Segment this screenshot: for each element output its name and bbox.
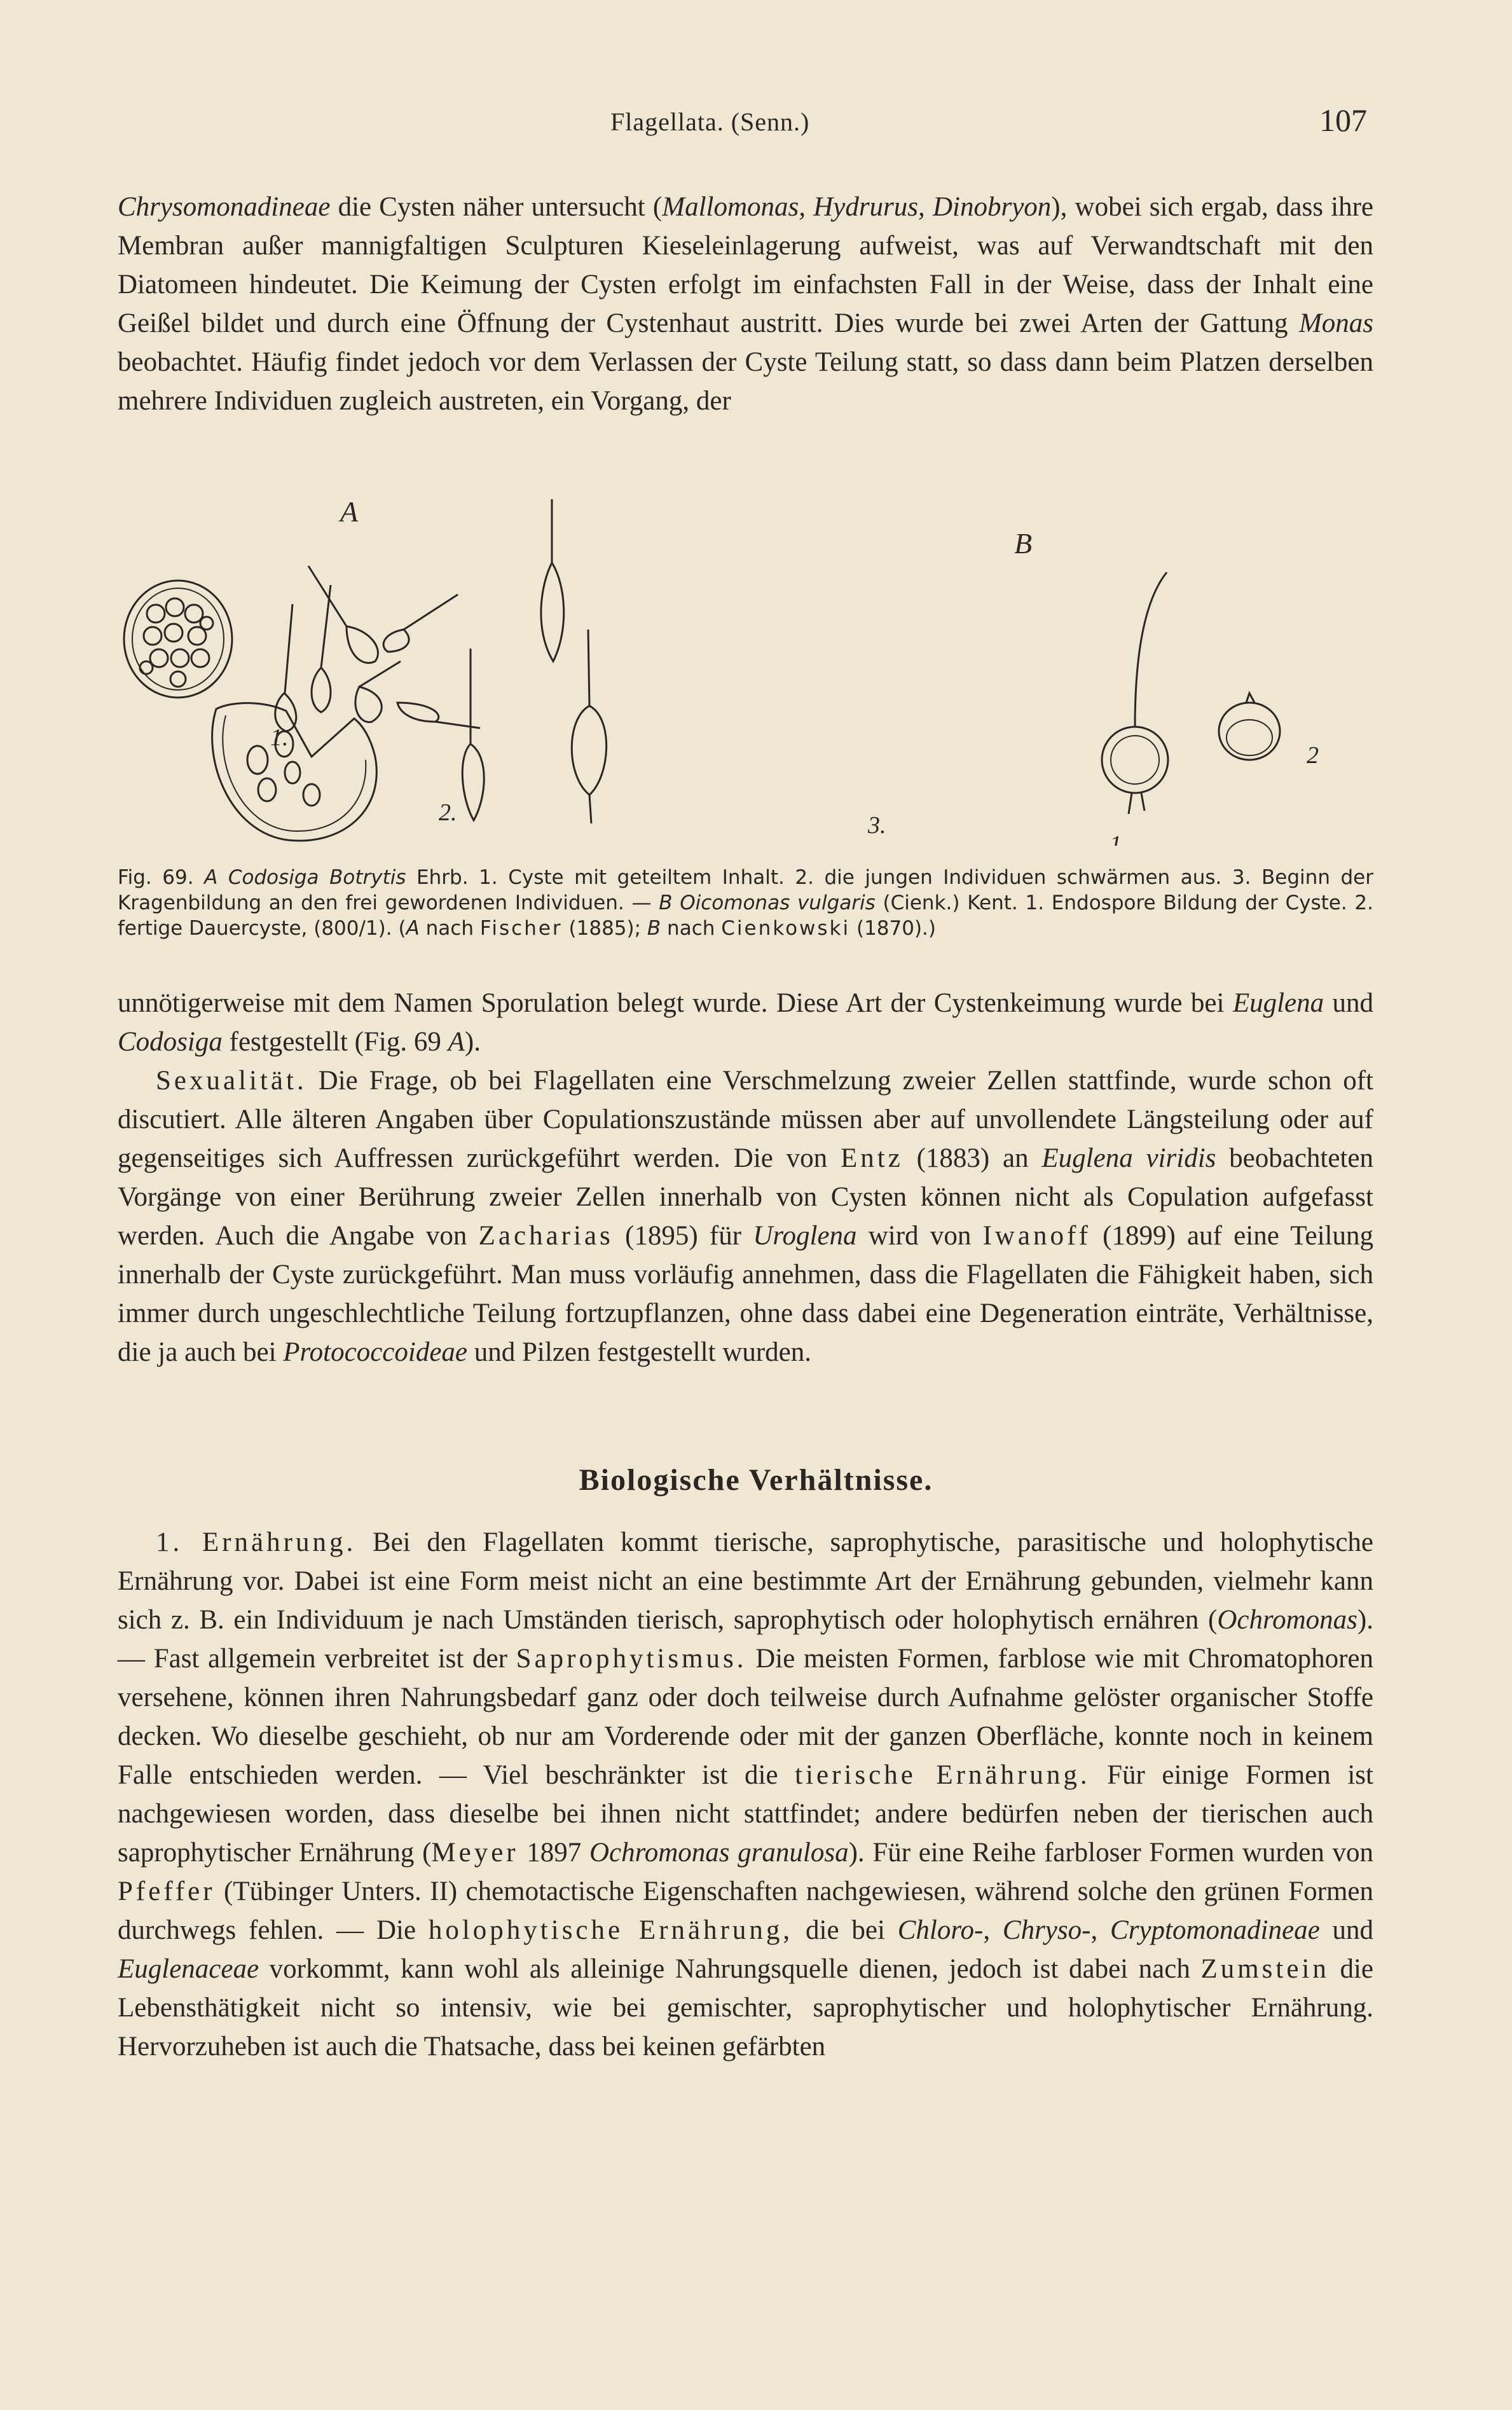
text-run: die bei xyxy=(793,1915,898,1945)
text-run: Für einige Formen ist nachgewiesen worden, dass dieselbe bei ihnen nicht stattfindet; andere bedürfen neben der tierischen auch saprophytischer Ernährung ( xyxy=(118,1760,1373,1868)
caption-author: Fischer xyxy=(479,917,563,940)
taxon-protococcoideae: Protococcoideae xyxy=(283,1337,468,1367)
caption-text: (Cienk.) Kent. 1. Endospore Bildung der Cyste. 2. fertige Dauercyste, (800/1). ( xyxy=(118,892,1373,940)
text-run: Bei den Flagellaten kommt tierische, saprophytische, parasitische und holophytische Ernährung vor. Dabei ist eine Form meist nicht an eine bestimmte Art der Ernährung gebunden, vielmehr kann sich z. B. ein Individuum je nach Umständen tierisch, saprophytisch oder holophytisch ernähren ( xyxy=(118,1527,1374,1635)
text-run: beobachteten Vorgänge von einer Berührung zweier Zellen innerhalb von Cysten können nicht als Copulation aufgefasst werden. Auch die Angabe von xyxy=(118,1143,1373,1251)
author-entz: Entz xyxy=(840,1143,904,1173)
page-header xyxy=(95,102,1367,158)
running-title: Flagellata. (Senn.) xyxy=(610,107,810,136)
taxon-cryptomonadineae: Cryptomonadineae xyxy=(1110,1915,1320,1945)
caption-taxon: A Codosiga Botrytis xyxy=(204,866,406,889)
text-run: und Pilzen festgestellt wurden. xyxy=(467,1337,811,1367)
page-number: 107 xyxy=(1319,102,1367,138)
text-run: , xyxy=(1090,1915,1111,1945)
swarming-individuals-drawing xyxy=(275,566,480,731)
caption-text: nach xyxy=(661,917,722,940)
text-run: die Lebensthätigkeit nicht so intensiv, wie bei gemischter, saprophytischer und holophytischer Ernährung. Hervorzuheben ist auch die Thatsache, dass bei keinen gefärbten xyxy=(118,1954,1373,2062)
figure-reference-letter: A xyxy=(448,1027,465,1057)
figure-label-b2: 2 xyxy=(1307,742,1319,769)
resting-cyst-drawing xyxy=(1219,693,1280,760)
text-run: die Cysten näher untersucht ( xyxy=(330,192,663,222)
figure-caption xyxy=(118,865,1373,941)
text-run: und xyxy=(1324,988,1374,1018)
text-run: ). xyxy=(464,1027,481,1057)
taxon-chloro: Chloro- xyxy=(897,1915,984,1945)
figure-illustration xyxy=(118,477,1373,846)
figure-label-b: B xyxy=(1014,527,1033,560)
endospore-drawing xyxy=(1102,572,1168,814)
cyst-divided-drawing xyxy=(124,581,232,698)
figure-label-a3: 3. xyxy=(868,812,886,839)
caption-text: Ehrb. 1. Cyste mit geteiltem Inhalt. 2. die jungen Individuen schwärmen aus. 3. Beginn der Kragenbildung an den frei gewordenen Individuen. — xyxy=(118,866,1374,914)
paragraph-cysts xyxy=(118,188,1373,420)
taxon-chrysomonadineae: Chrysomonadineae xyxy=(118,192,331,222)
text-run: Die meisten Formen, farblose wie mit Chromatophoren versehene, können ihren Nahrungsbedarf ganz oder doch teilweise durch Aufnahme gelöster organischer Stoffe decken. Wo dieselbe geschieht, ob nur am Vorderende oder mit der ganzen Oberfläche, konnte noch in keinem Falle entschieden werden. — Viel beschränkter ist die xyxy=(118,1644,1373,1790)
term-tierische-ernaehrung: tierische Ernährung. xyxy=(795,1760,1090,1790)
text-run: und xyxy=(1319,1915,1373,1945)
caption-author: Cienkowski xyxy=(721,917,851,940)
subheading-sexualitaet: Sexualität. xyxy=(156,1066,307,1096)
taxon-uroglena: Uroglena xyxy=(753,1221,857,1251)
taxon-list: Mallomonas, Hydrurus, Dinobryon xyxy=(662,192,1052,222)
caption-letter: B xyxy=(647,917,661,940)
subheading-ernaehrung: 1. Ernährung. xyxy=(156,1527,357,1557)
term-holophytische-ernaehrung: holophytische Ernährung, xyxy=(428,1915,794,1945)
text-run: Die Frage, ob bei Flagellaten eine Verschmelzung zweier Zellen stattfinde, wurde schon oft discutiert. Alle älteren Angaben über Copulationszustände müssen aber auf unvollendete Längsteilung oder auf gegenseitiges sich Auffressen zurückgeführt werden. Die von xyxy=(118,1066,1373,1173)
caption-letter: A xyxy=(406,917,420,940)
text-run: unnötigerweise mit dem Namen Sporulation belegt wurde. Diese Art der Cystenkeimung wurde bei xyxy=(118,988,1233,1018)
caption-figure-number: Fig. 69. xyxy=(118,866,205,889)
author-zumstein: Zumstein xyxy=(1200,1954,1330,1984)
author-zacharias: Zacharias xyxy=(478,1221,614,1251)
figure-69 xyxy=(118,477,1373,846)
figure-label-a: A xyxy=(340,495,359,528)
taxon-euglena: Euglena xyxy=(1232,988,1324,1018)
text-run: (Tübinger Unters. II) chemotactische Eigenschaften nachgewiesen, während solche den grünen Formen durchwegs fehlen. — Die xyxy=(118,1876,1373,1945)
text-run: beobachtet. Häufig findet jedoch vor dem Verlassen der Cyste Teilung statt, so dass dann beim Platzen derselben mehrere Individuen zugleich austreten, ein Vorgang, der xyxy=(118,347,1373,416)
text-run: 1897 xyxy=(518,1838,589,1868)
text-run: wird von xyxy=(856,1221,983,1251)
text-run: (1883) an xyxy=(903,1143,1042,1173)
figure-label-b1: 1 xyxy=(1110,831,1122,846)
text-run: ), wobei sich ergab, dass ihre Membran außer mannigfaltigen Sculpturen Kieseleinlagerung aufweist, was auf Verwandtschaft mit den Diatomeen hindeutet. Die Keimung der Cysten erfolgt im einfachsten Fall in der Weise, dass der Inhalt eine Geißel bildet und durch eine Öffnung der Cystenhaut austritt. Dies wurde bei zwei Arten der Gattung xyxy=(118,192,1373,338)
author-meyer: Meyer xyxy=(431,1838,519,1868)
text-run: (1895) für xyxy=(613,1221,753,1251)
text-run: (1899) auf eine Teilung innerhalb der Cyste zurückgeführt. Man muss vorläufig annehmen, dass die Flagellaten die Fähigkeit haben, sich immer durch ungeschlechtliche Teilung fortzupflanzen, ohne dass dabei eine Degeneration einträte, Verhältnisse, die ja auch bei xyxy=(118,1221,1373,1367)
taxon-euglena-viridis: Euglena viridis xyxy=(1041,1143,1216,1173)
figure-label-a1: 1. xyxy=(270,724,289,751)
author-iwanoff: Iwanoff xyxy=(982,1221,1091,1251)
paragraph-nutrition xyxy=(118,1523,1373,2066)
paragraph-sporulation-and-sexuality xyxy=(118,984,1373,1372)
caption-text: (1885); xyxy=(562,917,647,940)
text-run: vorkommt, kann wohl als alleinige Nahrungsquelle dienen, jedoch ist dabei nach xyxy=(259,1954,1201,1984)
text-run: ). Für eine Reihe farbloser Formen wurden von xyxy=(848,1838,1373,1868)
collar-formation-drawing xyxy=(462,499,606,823)
caption-text: (1870).) xyxy=(850,917,937,940)
taxon-monas: Monas xyxy=(1298,308,1373,338)
term-saprophytismus: Saprophytismus. xyxy=(516,1644,747,1674)
taxon-ochromonas-granulosa: Ochromonas granulosa xyxy=(589,1838,849,1868)
taxon-euglenaceae: Euglenaceae xyxy=(118,1954,259,1984)
caption-taxon: B Oicomonas vulgaris xyxy=(659,892,876,914)
text-run: ). — Fast allgemein verbreitet ist der xyxy=(118,1605,1373,1674)
section-heading: Biologische Verhältnisse. xyxy=(579,1463,933,1497)
caption-text: nach xyxy=(419,917,480,940)
author-pfeffer: Pfeffer xyxy=(118,1876,216,1906)
taxon-codosiga: Codosiga xyxy=(118,1027,223,1057)
text-run: , xyxy=(983,1915,1003,1945)
taxon-chryso: Chryso- xyxy=(1002,1915,1091,1945)
text-run: festgestellt (Fig. 69 xyxy=(222,1027,448,1057)
figure-label-a2: 2. xyxy=(439,799,457,826)
taxon-ochromonas: Ochromonas xyxy=(1217,1605,1357,1635)
